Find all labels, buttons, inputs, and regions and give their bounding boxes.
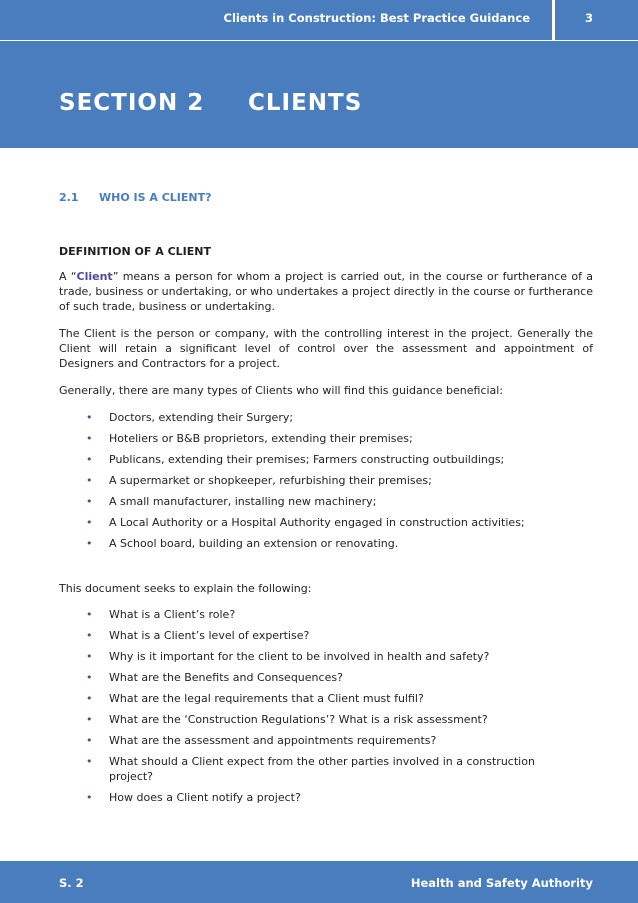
bullet-icon: • [86,453,93,466]
bullet-icon: • [86,495,93,508]
bullet-icon: • [86,474,93,487]
section-number: SECTION 2 [59,90,205,116]
para-prefix: A “ [59,270,77,283]
bullet-icon: • [86,650,93,663]
list-item: • What are the assessment and appointments requirements? [86,734,437,747]
list-item: • What is a Client’s role? [86,608,236,621]
explain-intro-paragraph: This document seeks to explain the following: [59,582,312,595]
bullet-icon: • [86,629,93,642]
header-title: Clients in Construction: Best Practice Guidance [223,11,530,25]
types-intro-paragraph: Generally, there are many types of Clients who will find this guidance beneficial: [59,384,504,397]
header-page-number: 3 [585,11,594,25]
list-item: • A Local Authority or a Hospital Authority engaged in construction activities; [86,516,525,529]
list-item: • What are the Benefits and Consequences? [86,671,343,684]
bullet-icon: • [86,432,93,445]
section-title: CLIENTS [248,90,363,116]
client-control-paragraph: The Client is the person or company, with the controlling interest in the project. Generally the Client will retain a significant level of control over the assessment and appointment of Designers and Contractors for a project. [59,327,593,370]
definition-paragraph [59,269,593,314]
para-rest: ” means a person for whom a project is carried out, in the course or furtherance of a trade, business or undertaking, or who undertakes a project directly in the course or furtherance of such trade, business or undertaking. [59,270,593,313]
bullet-icon: • [86,791,93,804]
bullet-icon: • [86,692,93,705]
list-item: • A small manufacturer, installing new machinery; [86,495,377,508]
client-term: Client [76,270,113,283]
bullet-icon: • [86,713,93,726]
list-item: • What is a Client’s level of expertise? [86,629,310,642]
bullet-icon: • [86,608,93,621]
list-item: • A School board, building an extension or renovating. [86,537,399,550]
definition-heading: DEFINITION OF A CLIENT [59,245,211,258]
bullet-icon: • [86,734,93,747]
bullet-icon: • [86,537,93,550]
bullet-icon: • [86,516,93,529]
list-item: • Doctors, extending their Surgery; [86,411,294,424]
header-divider [552,0,555,40]
bullet-icon: • [86,755,93,768]
list-item: • Publicans, extending their premises; Farmers constructing outbuildings; [86,453,505,466]
list-item: • Hoteliers or B&B proprietors, extending their premises; [86,432,413,445]
list-item: • What are the ‘Construction Regulations’? What is a risk assessment? [86,713,488,726]
footer-organization: Health and Safety Authority [410,876,593,890]
list-item: • What should a Client expect from the other parties involved in a construction project? [86,755,535,783]
list-item: • A supermarket or shopkeeper, refurbishing their premises; [86,474,432,487]
list-item: • Why is it important for the client to be involved in health and safety? [86,650,490,663]
list-item: • How does a Client notify a project? [86,791,301,804]
questions-list [0,607,638,811]
client-types-list [0,410,638,557]
list-item: • What are the legal requirements that a Client must fulfil? [86,692,424,705]
footer-section-label: S. 2 [59,876,84,890]
subsection-number: 2.1 [59,191,79,204]
bullet-icon: • [86,671,93,684]
subsection-title: WHO IS A CLIENT? [99,191,212,204]
bullet-icon: • [86,411,93,424]
